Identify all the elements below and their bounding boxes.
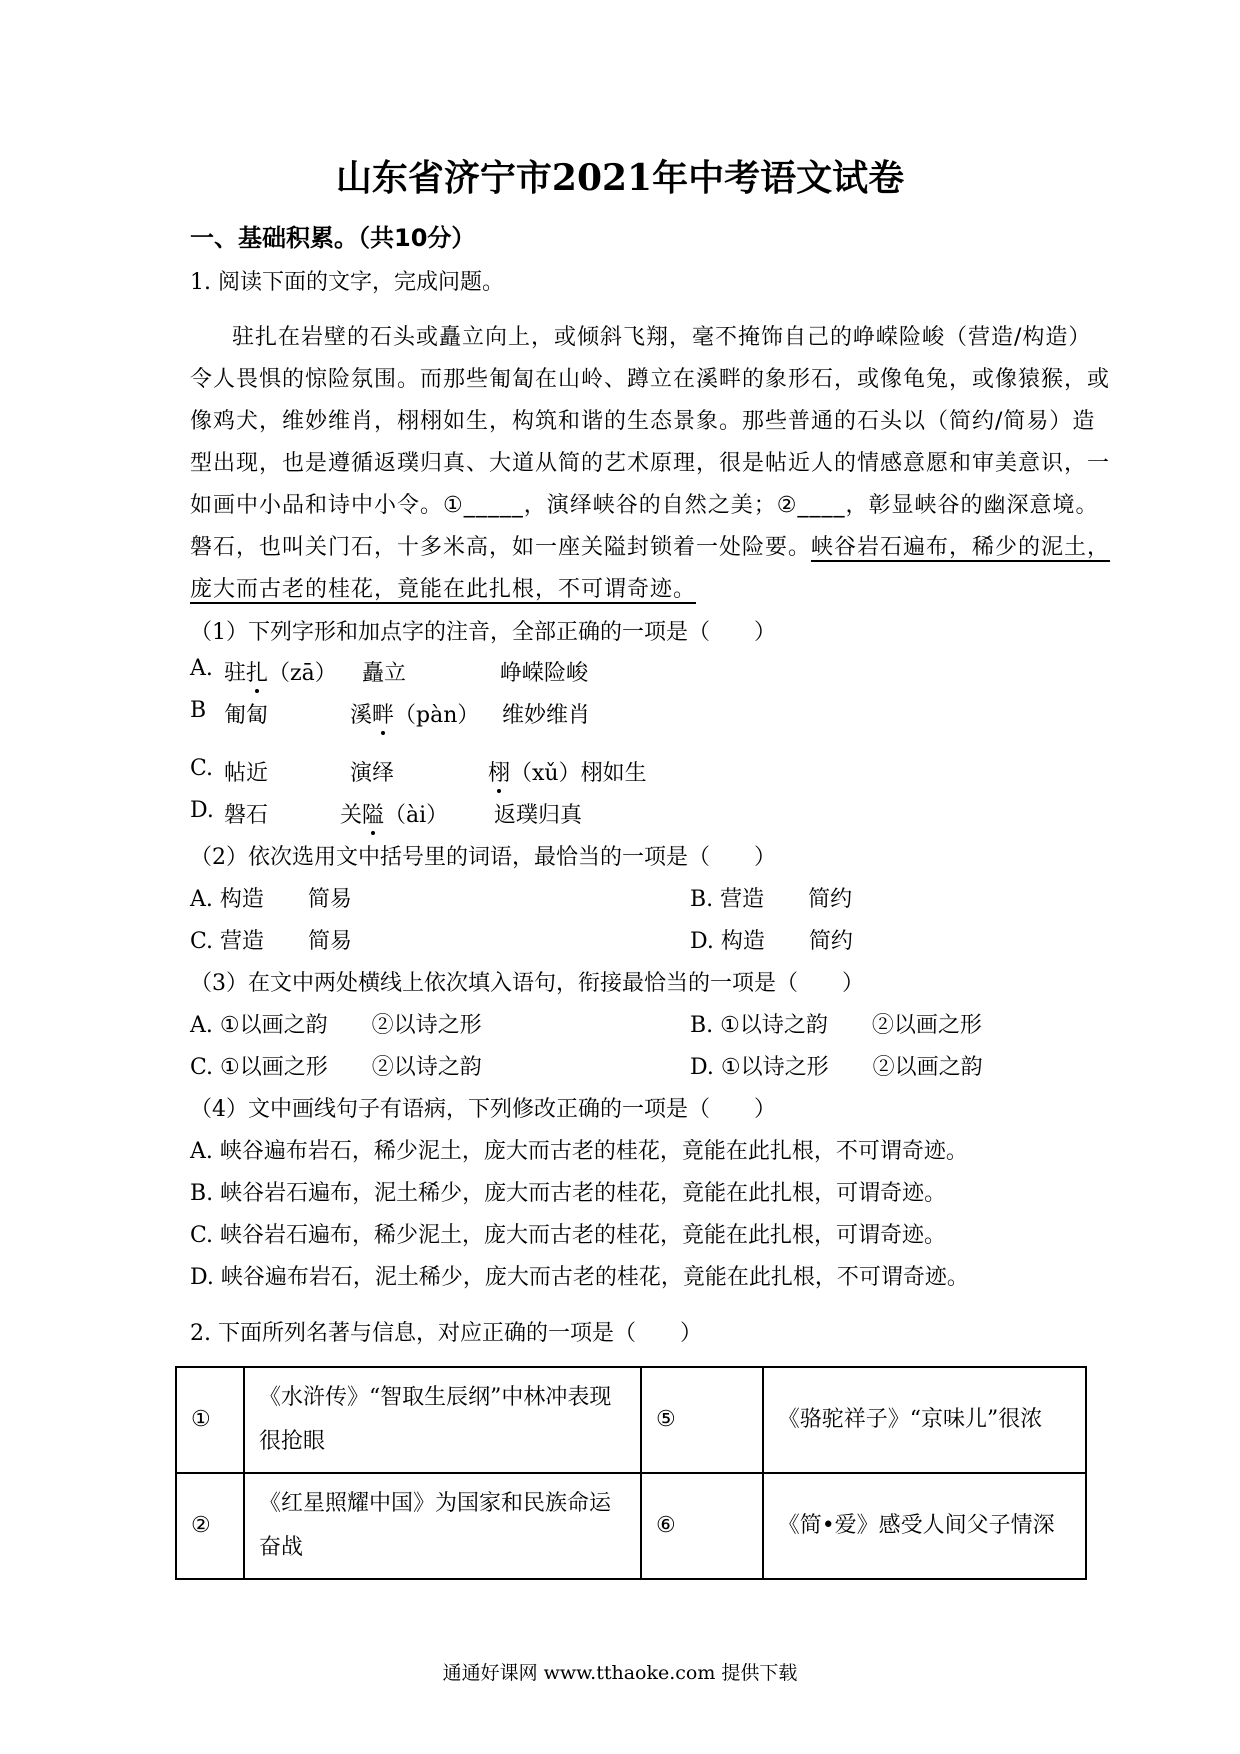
option-word: 栩（xǔ）栩如生 [488,761,647,786]
option-3c: C. ①以画之形 ②以诗之韵 [190,1055,482,1080]
option-word: 峥嵘险峻 [500,661,589,686]
underlined-sentence: 峡谷岩石遍布，稀少的泥土， [811,535,1111,560]
option-4b: B. 峡谷岩石遍布，泥土稀少，庞大而古老的桂花，竟能在此扎根，可谓奇迹。 [190,1181,947,1206]
passage-line: 驻扎在岩壁的石头或矗立向上，或倾斜飞翔，毫不掩饰自己的峥嵘险峻（营造/构造） [232,325,1092,350]
option-word: 返璞归真 [494,803,583,828]
emphasis-dot-char: 畔 [372,703,395,728]
page-title: 山东省济宁市2021年中考语文试卷 [335,157,905,199]
table-cell-number: ② [176,1473,244,1579]
sub-question-1-stem: （1）下列字形和加点字的注音，全部正确的一项是（ ） [190,620,776,645]
option-word: 匍匐 [224,703,269,728]
passage-line: 型出现，也是遵循返璞归真、大道从简的艺术原理，很是帖近人的情感意愿和审美意识，一 [190,451,1111,476]
table-cell-text: 《水浒传》“智取生辰纲”中林冲表现很抢眼 [244,1367,641,1473]
option-word: 演绎 [350,761,395,786]
footer-watermark: 通通好课网 www.tthaoke.com 提供下载 [442,1662,798,1684]
table-cell-number: ① [176,1367,244,1473]
option-2a: A. 构造 简易 [190,887,352,912]
emphasis-dot-char: 栩 [488,761,511,786]
option-word: 矗立 [362,661,407,686]
option-label: D. [190,798,214,823]
sub-question-3-stem: （3）在文中两处横线上依次填入语句，衔接最恰当的一项是（ ） [190,971,864,996]
option-word: 维妙维肖 [502,703,591,728]
option-label: A. [190,656,213,681]
section-heading-1: 一、基础积累。（共10分） [190,224,476,252]
passage-line [190,530,1110,561]
table-cell-number: ⑥ [641,1473,763,1579]
underlined-sentence: 庞大而古老的桂花，竟能在此扎根，不可谓奇迹。 [190,577,697,602]
table-row [176,1473,1086,1579]
option-2c: C. 营造 简易 [190,929,353,954]
sub-question-4-stem: （4）文中画线句子有语病，下列修改正确的一项是（ ） [190,1097,776,1122]
option-word: 驻扎（zā） [224,661,337,686]
option-2d: D. 构造 简约 [690,929,853,954]
table-cell-text: 《红星照耀中国》为国家和民族命运奋战 [244,1473,641,1579]
emphasis-dot-char: 隘 [362,803,385,828]
table-cell-number: ⑤ [641,1367,763,1473]
option-3a: A. ①以画之韵 ②以诗之形 [190,1013,482,1038]
table-row [176,1367,1086,1473]
table-cell-text: 《骆驼祥子》“京味儿”很浓 [763,1367,1086,1473]
option-word: 帖近 [224,761,269,786]
option-label: B [190,698,207,723]
table-cell-text: 《简•爱》感受人间父子情深 [763,1473,1086,1579]
question-2-prompt: 2. 下面所列名著与信息，对应正确的一项是（ ） [190,1321,702,1346]
option-word: 关隘（ài） [340,803,449,828]
option-4a: A. 峡谷遍布岩石，稀少泥土，庞大而古老的桂花，竟能在此扎根，不可谓奇迹。 [190,1139,968,1164]
sub-question-2-stem: （2）依次选用文中括号里的词语，最恰当的一项是（ ） [190,845,776,870]
passage-line: 像鸡犬，维妙维肖，栩栩如生，构筑和谐的生态景象。那些普通的石头以（简约/简易）造 [190,409,1096,434]
option-label: C. [190,756,214,781]
passage-line: 令人畏惧的惊险氛围。而那些匍匐在山岭、蹲立在溪畔的象形石，或像龟兔，或像猿猴，或 [190,367,1111,392]
option-4d: D. 峡谷遍布岩石，泥土稀少，庞大而古老的桂花，竟能在此扎根，不可谓奇迹。 [190,1265,969,1290]
option-4c: C. 峡谷岩石遍布，稀少泥土，庞大而古老的桂花，竟能在此扎根，可谓奇迹。 [190,1223,947,1248]
passage-line: 如画中小品和诗中小令。①_____，演绎峡谷的自然之美；②____，彰显峡谷的幽深意境。 [190,493,1099,518]
passage-text: 磐石，也叫关门石，十多米高，如一座关隘封锁着一处险要。 [190,535,812,560]
emphasis-dot-char: 扎 [246,661,269,686]
question-1-prompt: 1. 阅读下面的文字，完成问题。 [190,270,504,295]
option-2b: B. 营造 简约 [690,887,853,912]
option-3b: B. ①以诗之韵 ②以画之形 [690,1013,982,1038]
works-table [175,1366,1087,1580]
option-3d: D. ①以诗之形 ②以画之韵 [690,1055,983,1080]
option-word: 溪畔（pàn） [350,703,480,728]
option-word: 磐石 [224,803,269,828]
